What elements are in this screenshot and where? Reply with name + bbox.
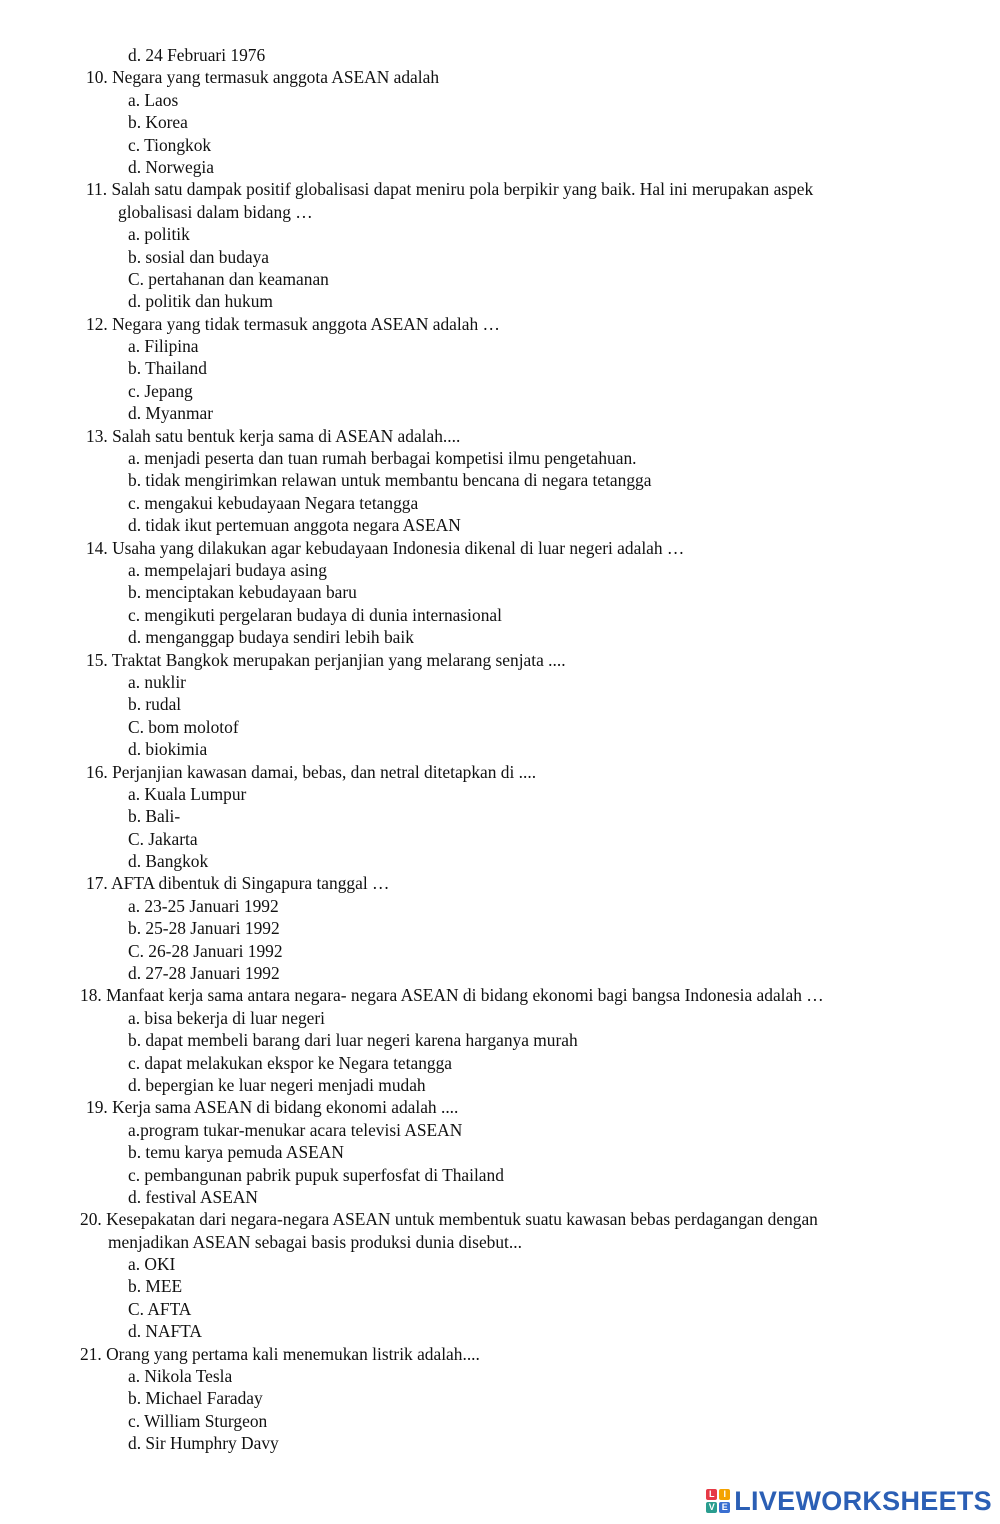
option-16b[interactable]: b. Bali- [128, 806, 181, 827]
question-10-text: 10. Negara yang termasuk anggota ASEAN adalah [86, 67, 440, 88]
question-11-continuation: globalisasi dalam bidang … [118, 201, 313, 222]
option-19d[interactable]: d. festival ASEAN [128, 1186, 258, 1207]
option-14c[interactable]: c. mengikuti pergelaran budaya di dunia internasional [128, 604, 502, 625]
option-21d[interactable]: d. Sir Humphry Davy [128, 1433, 279, 1454]
logo-tile-e: E [719, 1502, 730, 1513]
option-21a[interactable]: a. Nikola Tesla [128, 1366, 233, 1387]
option-20d[interactable]: d. NAFTA [128, 1321, 202, 1342]
option-18d[interactable]: d. bepergian ke luar negeri menjadi mudah [128, 1074, 426, 1095]
option-19c[interactable]: c. pembangunan pabrik pupuk superfosfat di Thailand [128, 1164, 504, 1185]
logo-text: LIVEWORKSHEETS [734, 1485, 992, 1516]
option-16c[interactable]: C. Jakarta [128, 828, 198, 849]
option-9d[interactable]: d. 24 Februari 1976 [128, 45, 266, 65]
option-12c[interactable]: c. Jepang [128, 380, 193, 401]
logo-grid-icon [706, 1489, 730, 1513]
option-21b[interactable]: b. Michael Faraday [128, 1388, 263, 1409]
logo-tile-i: I [719, 1489, 730, 1500]
logo-tile-l: L [706, 1489, 717, 1500]
option-15b[interactable]: b. rudal [128, 694, 182, 715]
option-13b[interactable]: b. tidak mengirimkan relawan untuk membantu bencana di negara tetangga [128, 470, 652, 491]
option-18b[interactable]: b. dapat membeli barang dari luar negeri karena harganya murah [128, 1030, 578, 1051]
option-15c[interactable]: C. bom molotof [128, 716, 239, 737]
option-18c[interactable]: c. dapat melakukan ekspor ke Negara tetangga [128, 1052, 452, 1073]
option-13d[interactable]: d. tidak ikut pertemuan anggota negara ASEAN [128, 515, 461, 536]
question-16-text: 16. Perjanjian kawasan damai, bebas, dan netral ditetapkan di .... [86, 761, 537, 782]
option-12b[interactable]: b. Thailand [128, 358, 207, 379]
question-20-continuation: menjadikan ASEAN sebagai basis produksi dunia disebut... [108, 1231, 522, 1252]
option-12a[interactable]: a. Filipina [128, 336, 199, 357]
option-16d[interactable]: d. Bangkok [128, 851, 209, 872]
option-21c[interactable]: c. William Sturgeon [128, 1410, 268, 1431]
option-16a[interactable]: a. Kuala Lumpur [128, 783, 247, 804]
option-11a[interactable]: a. politik [128, 224, 190, 245]
worksheet-page [0, 44, 1000, 1455]
question-list [0, 66, 1000, 1454]
option-15d[interactable]: d. biokimia [128, 739, 208, 760]
option-10b[interactable]: b. Korea [128, 112, 188, 133]
option-19b[interactable]: b. temu karya pemuda ASEAN [128, 1142, 344, 1163]
question-12-text: 12. Negara yang tidak termasuk anggota ASEAN adalah … [86, 313, 500, 334]
option-11d[interactable]: d. politik dan hukum [128, 291, 273, 312]
option-17b[interactable]: b. 25-28 Januari 1992 [128, 918, 280, 939]
question-19-text: 19. Kerja sama ASEAN di bidang ekonomi adalah .... [86, 1097, 459, 1118]
liveworksheets-logo[interactable] [706, 1484, 992, 1518]
option-12d[interactable]: d. Myanmar [128, 403, 214, 424]
option-10c[interactable]: c. Tiongkok [128, 134, 212, 155]
question-18-text: 18. Manfaat kerja sama antara negara- negara ASEAN di bidang ekonomi bagi bangsa Indonesia adalah … [80, 985, 824, 1006]
option-14b[interactable]: b. menciptakan kebudayaan baru [128, 582, 357, 603]
option-13c[interactable]: c. mengakui kebudayaan Negara tetangga [128, 492, 419, 513]
question-20-text: 20. Kesepakatan dari negara-negara ASEAN untuk membentuk suatu kawasan bebas perdagangan dengan [80, 1209, 818, 1230]
option-13a[interactable]: a. menjadi peserta dan tuan rumah berbagai kompetisi ilmu pengetahuan. [128, 448, 637, 469]
question-13-text: 13. Salah satu bentuk kerja sama di ASEAN adalah.... [86, 425, 461, 446]
option-14a[interactable]: a. mempelajari budaya asing [128, 559, 327, 580]
question-21-text: 21. Orang yang pertama kali menemukan listrik adalah.... [80, 1343, 480, 1364]
question-11-text: 11. Salah satu dampak positif globalisasi dapat meniru pola berpikir yang baik. Hal ini merupakan aspek [86, 179, 814, 200]
option-14d[interactable]: d. menganggap budaya sendiri lebih baik [128, 627, 414, 648]
option-17a[interactable]: a. 23-25 Januari 1992 [128, 895, 279, 916]
option-19a[interactable]: a.program tukar-menukar acara televisi ASEAN [128, 1119, 463, 1140]
option-20a[interactable]: a. OKI [128, 1254, 176, 1275]
option-18a[interactable]: a. bisa bekerja di luar negeri [128, 1007, 326, 1028]
option-10a[interactable]: a. Laos [128, 89, 179, 110]
option-15a[interactable]: a. nuklir [128, 671, 186, 692]
option-17c[interactable]: C. 26-28 Januari 1992 [128, 940, 283, 961]
question-14-text: 14. Usaha yang dilakukan agar kebudayaan Indonesia dikenal di luar negeri adalah … [86, 537, 685, 558]
option-10d[interactable]: d. Norwegia [128, 156, 214, 177]
question-17-text: 17. AFTA dibentuk di Singapura tanggal … [86, 873, 390, 894]
logo-tile-v: V [706, 1502, 717, 1513]
option-17d[interactable]: d. 27-28 Januari 1992 [128, 963, 280, 984]
option-20b[interactable]: b. MEE [128, 1276, 183, 1297]
option-11c[interactable]: C. pertahanan dan keamanan [128, 268, 329, 289]
question-15-text: 15. Traktat Bangkok merupakan perjanjian yang melarang senjata .... [86, 649, 566, 670]
option-20c[interactable]: C. AFTA [128, 1298, 192, 1319]
option-11b[interactable]: b. sosial dan budaya [128, 246, 270, 267]
